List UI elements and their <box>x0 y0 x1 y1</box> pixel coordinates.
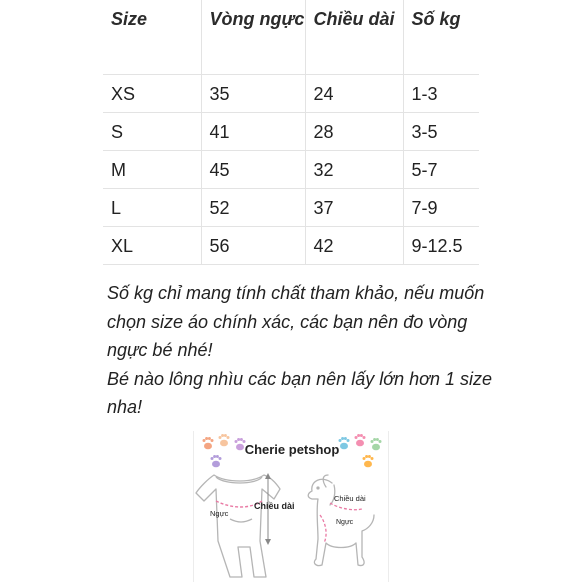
measurement-diagram <box>194 431 389 582</box>
cell-size: S <box>103 112 201 150</box>
brand-name: Cherie petshop <box>244 442 340 457</box>
paw-print-icon <box>211 455 222 467</box>
cell-size: M <box>103 150 201 188</box>
cell-chest: 41 <box>201 112 305 150</box>
cell-chest: 52 <box>201 188 305 226</box>
paw-print-icon <box>219 434 230 446</box>
cell-chest: 45 <box>201 150 305 188</box>
cell-length: 28 <box>305 112 403 150</box>
header-size: Size <box>103 0 201 74</box>
cell-weight: 9-12.5 <box>403 226 479 264</box>
cell-size: XS <box>103 74 201 112</box>
table-row <box>103 150 479 188</box>
table-row <box>103 188 479 226</box>
cell-length: 32 <box>305 150 403 188</box>
size-chart-table <box>103 0 479 265</box>
note-weight-reference: Số kg chỉ mang tính chất tham khảo, nếu muốn chọn size áo chính xác, các bạn nên đo vòng ngực bé nhé! <box>107 283 485 360</box>
cell-length: 37 <box>305 188 403 226</box>
paw-print-icon <box>371 438 382 450</box>
cell-weight: 3-5 <box>403 112 479 150</box>
cell-chest: 56 <box>201 226 305 264</box>
table-row <box>103 74 479 112</box>
cell-weight: 5-7 <box>403 150 479 188</box>
table-row <box>103 112 479 150</box>
paw-print-icon <box>355 434 366 446</box>
table-row <box>103 226 479 264</box>
chest-label-shirt: Ngực <box>210 509 229 518</box>
cell-size: L <box>103 188 201 226</box>
chest-label-dog: Ngực <box>336 519 354 526</box>
header-length: Chiều dài <box>305 0 403 74</box>
paw-print-icon <box>339 437 350 449</box>
dog-shirt-outline-icon <box>196 475 280 577</box>
header-weight: Số kg <box>403 0 479 74</box>
dog-length-measure-line <box>330 503 362 510</box>
cell-weight: 7-9 <box>403 188 479 226</box>
size-note <box>107 279 507 422</box>
header-chest: Vòng ngực <box>201 0 305 74</box>
paw-print-icon <box>203 437 214 449</box>
table-header-row <box>103 0 479 74</box>
arrow-down-icon <box>265 539 271 545</box>
dog-chest-measure-line <box>320 515 326 543</box>
length-label-shirt: Chiều dài <box>254 501 295 511</box>
note-fluffy-fur: Bé nào lông nhìu các bạn nên lấy lớn hơn 1 size nha! <box>107 368 493 417</box>
cell-length: 42 <box>305 226 403 264</box>
measurement-illustration <box>193 431 389 582</box>
cell-chest: 35 <box>201 74 305 112</box>
cell-size: XL <box>103 226 201 264</box>
cell-length: 24 <box>305 74 403 112</box>
cell-weight: 1-3 <box>403 74 479 112</box>
length-label-dog: Chiều dài <box>334 494 366 503</box>
paw-print-icon <box>363 455 374 467</box>
